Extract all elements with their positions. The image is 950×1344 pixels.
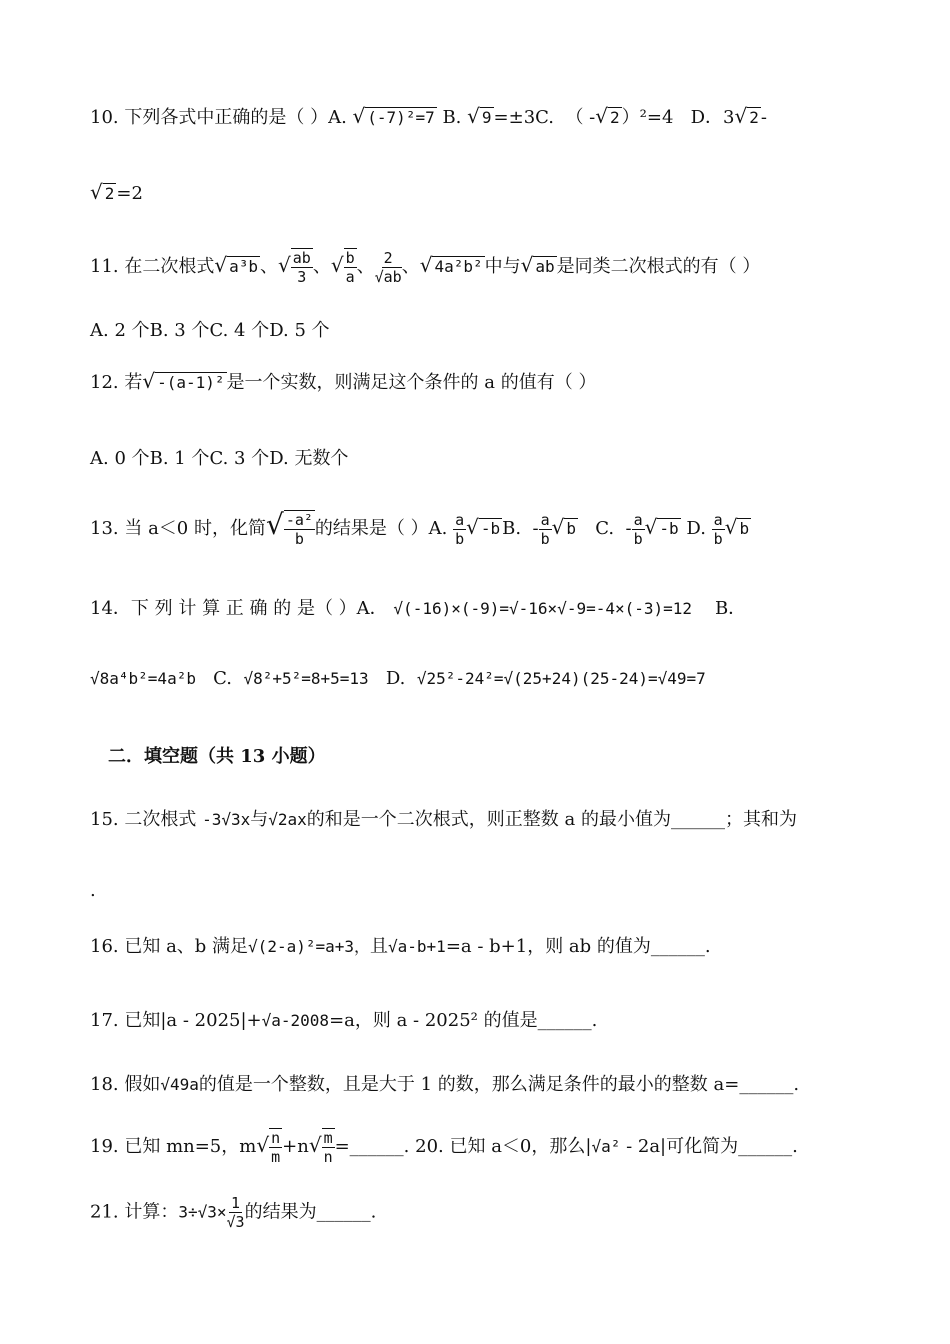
q13-option-d-radical: √ b [724,515,750,539]
q21-stem: 21. 计算： [90,1201,179,1223]
question-18 [90,1070,799,1096]
question-15-line2: . [90,880,96,901]
q15-expr-2: √2ax [268,810,307,829]
question-12-options: A. 0 个B. 1 个C. 3 个D. 无数个 [90,448,349,469]
q11-suffix: 是同类二次根式的有（ ） [556,256,761,277]
q13-option-d-frac: $\frac{a}{b}$ [713,510,723,548]
q14-option-c-expr: √8²+5²=8+5=13 [243,669,369,688]
q17-expr: √a-2008 [261,1011,330,1030]
q10-line2-radical: √ 2 [90,180,115,204]
q11-radical-6: √ ab [520,253,555,277]
q10-option-d-tail: - [760,107,767,128]
q10-option-d-radical: √ 2 [734,104,759,128]
q15-stem: 15. 二次根式 [90,809,197,830]
question-14-line1 [90,594,746,620]
q19-radical-2: √ $\frac{m}{n}$ [308,1129,333,1166]
q13-option-a-frac: $\frac{a}{b}$ [455,510,465,548]
q19-stem: 19. 已知 mn=5，m [90,1136,257,1157]
question-13: 13. 当 a＜0 时，化简√ $\frac{\text{-a²}}{b}$ 的结果是（ ）A. $\frac{a}{b}$ √ -b B. - $\frac{a}{b}$ √ b C. - $\frac{a}{b}$ √ -b D. $\frac{a}{b}$ √ b [90,508,750,548]
q10-option-a-expr: √ (-7)²=7 [352,104,435,128]
q13-option-a-radical: √ -b [466,515,501,539]
question-11-options: A. 2 个B. 3 个C. 4 个D. 5 个 [90,320,330,341]
q10-option-d: D．3 [690,107,735,128]
section-heading-fill-in: 二．填空题（共 13 小题） [108,746,326,767]
q14-option-b-label: B． [714,598,747,619]
question-21 [90,1194,376,1231]
q13-option-b-label: B. [502,518,522,539]
q14-stem: 14．下 列 计 算 正 确 的 是（ ）A． [90,598,388,619]
q14-option-d-label: D. [385,668,406,689]
q17-stem: 17. 已知|a - 2025|+ [90,1010,262,1031]
q10-option-c-open: （ - [565,107,596,128]
q21-expr: 3÷√3× [178,1202,227,1222]
q18-suffix: 的值是一个整数，且是大于 1 的数，那么满足条件的最小的整数 a=______. [198,1074,800,1095]
q16-stem: 16. 已知 a、b 满足 [90,936,249,957]
q19-suffix: =______. 20. 已知 a＜0，那么| [334,1136,592,1157]
q13-option-b-frac: $\frac{a}{b}$ [540,510,550,548]
question-10-line2 [90,180,143,204]
q10-option-c-rest: ）²=4 [621,107,674,128]
q10-line2-rest: =2 [116,183,143,204]
q20-suffix: - 2a|可化简为______. [620,1136,798,1157]
q20-expr: √a² [591,1137,621,1156]
question-12 [90,368,596,394]
q14-option-d-expr: √25²-24²=√(25+24)(25-24)=√49=7 [416,669,706,688]
q10-stem: 10. 下列各式中正确的是（ ）A. [90,107,347,128]
q10-option-b-radical: √ 9 [467,104,492,128]
q13-radical: √ $\frac{\text{-a²}}{b}$ [265,508,313,548]
q10-option-c-radical: √ 2 [595,104,620,128]
q21-suffix: 的结果为______. [244,1201,377,1223]
question-14-line2 [90,668,706,689]
q13-suffix: 的结果是（ ）A. [314,518,448,539]
q10-option-b-rest: =±3C. [493,107,554,128]
q11-fraction-4: $\frac{2}{√ab}$ [374,248,402,286]
q19-plus: +n [282,1136,309,1157]
q16-expr-1: √(2-a)²=a+3， [248,937,371,956]
q11-stem: 11. 在二次根式 [90,256,215,277]
q11-radical-5: √ 4a²b² [419,253,483,277]
question-16 [90,932,711,958]
q12-stem: 12. 若 [90,372,143,393]
q15-expr-1: -3√3x [202,810,251,829]
q16-suffix: =a - b+1，则 ab 的值为______. [445,936,711,957]
q12-suffix: 是一个实数，则满足这个条件的 a 的值有（ ） [226,372,597,393]
q14-option-a-expr: √(-16)×(-9)=√-16×√-9=-4×(-3)=12 [393,599,693,618]
q18-expr: √49a [160,1075,199,1094]
q11-mid: 中与 [484,256,521,277]
q14-option-c-label: C. [213,668,232,689]
q16-mid: 且 [370,936,389,957]
q11-radical-2: √ $\frac{ab}{3}$ [278,249,311,286]
q19-radical-1: √ $\frac{n}{m}$ [256,1129,281,1166]
q13-option-c-label: C. [595,518,615,539]
q11-radical-1: √ a³b [214,253,259,277]
question-15 [90,805,797,831]
q13-stem: 13. 当 a＜0 时，化简 [90,518,266,539]
q13-option-c-frac: $\frac{a}{b}$ [633,510,643,548]
q15-mid: 与 [250,809,269,830]
q13-option-c-radical: √ -b [644,515,679,539]
q14-option-b-expr: √8a⁴b²=4a²b [90,669,196,688]
q12-radical: √ -(a-1)² [142,369,225,393]
q11-radical-3: √ $\frac{b}{a}$ [330,249,355,286]
q16-expr-2: √a-b+1 [388,937,446,956]
question-19-20 [90,1128,798,1166]
q13-option-d-label: D. [686,518,706,539]
q21-fraction: $\frac{1}{√3}$ [226,1194,245,1231]
question-10-line1 [90,103,767,129]
question-11: 11. 在二次根式√ a³b 、√ $\frac{ab}{3}$ 、√ $\frac{b}{a}$ 、 $\frac{2}{√ab}$ 、√ 4a²b² 中与√ ab 是同类二次根式的有（ ） [90,248,761,286]
q18-stem: 18. 假如 [90,1074,161,1095]
q10-option-b-label: B. [442,107,462,128]
q15-suffix: 的和是一个二次根式，则正整数 a 的最小值为______；其和为 [306,809,797,830]
q13-option-b-radical: √ b [551,515,577,539]
q17-suffix: =a，则 a - 2025² 的值是______. [329,1010,598,1031]
question-17 [90,1006,597,1032]
